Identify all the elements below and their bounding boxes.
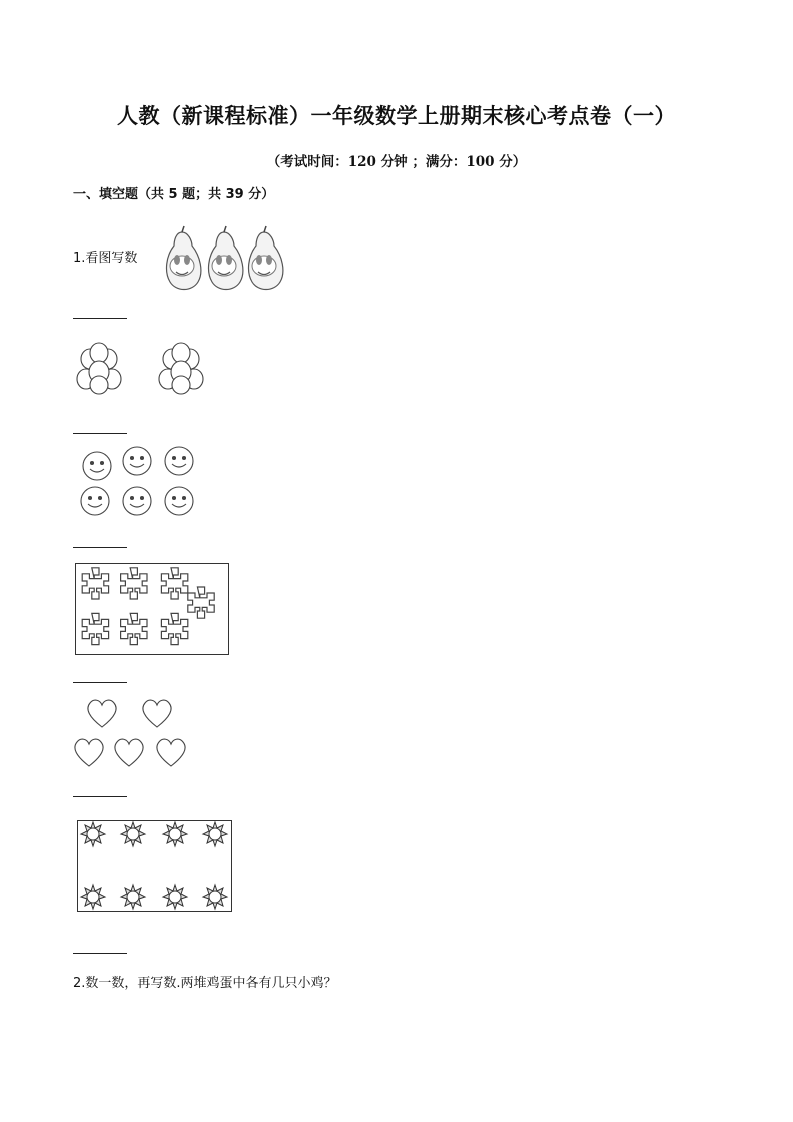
smiley-icon [81,487,109,515]
heart-icon [88,700,116,727]
answer-blank[interactable] [73,682,127,683]
cross-tile-box [75,563,230,656]
flower-icon [159,343,203,394]
section-heading: 一、填空题（共 5 题；共 39 分） [73,187,275,202]
page-title: 人教（新课程标准）一年级数学上册期末核心考点卷（一） [117,104,676,128]
smiley-icon [165,487,193,515]
answer-blank[interactable] [73,796,127,797]
smiley-icon [165,447,193,475]
sun-box [77,820,233,913]
heart-icon [157,739,185,766]
smiley-icon [123,447,151,475]
pear-icon [249,226,283,290]
answer-blank[interactable] [73,318,127,319]
heart-icon [143,700,171,727]
smiley-group [78,445,198,520]
heart-icon [75,739,103,766]
flower-group [76,343,211,399]
answer-blank[interactable] [73,433,127,434]
question-2-prompt: 2.数一数，再写数.两堆鸡蛋中各有几只小鸡？ [73,976,337,991]
heart-group [72,696,192,768]
pear-group [158,222,283,294]
exam-info: （考试时间：120 分钟 ；满分：100 分） [266,154,527,170]
flower-icon [77,343,121,394]
question-1-prompt: 1.看图写数 [73,251,138,266]
smiley-icon [123,487,151,515]
pear-icon [167,226,201,290]
answer-blank[interactable] [73,547,127,548]
pear-icon [209,226,243,290]
answer-blank[interactable] [73,953,127,954]
smiley-icon [83,452,111,480]
heart-icon [115,739,143,766]
